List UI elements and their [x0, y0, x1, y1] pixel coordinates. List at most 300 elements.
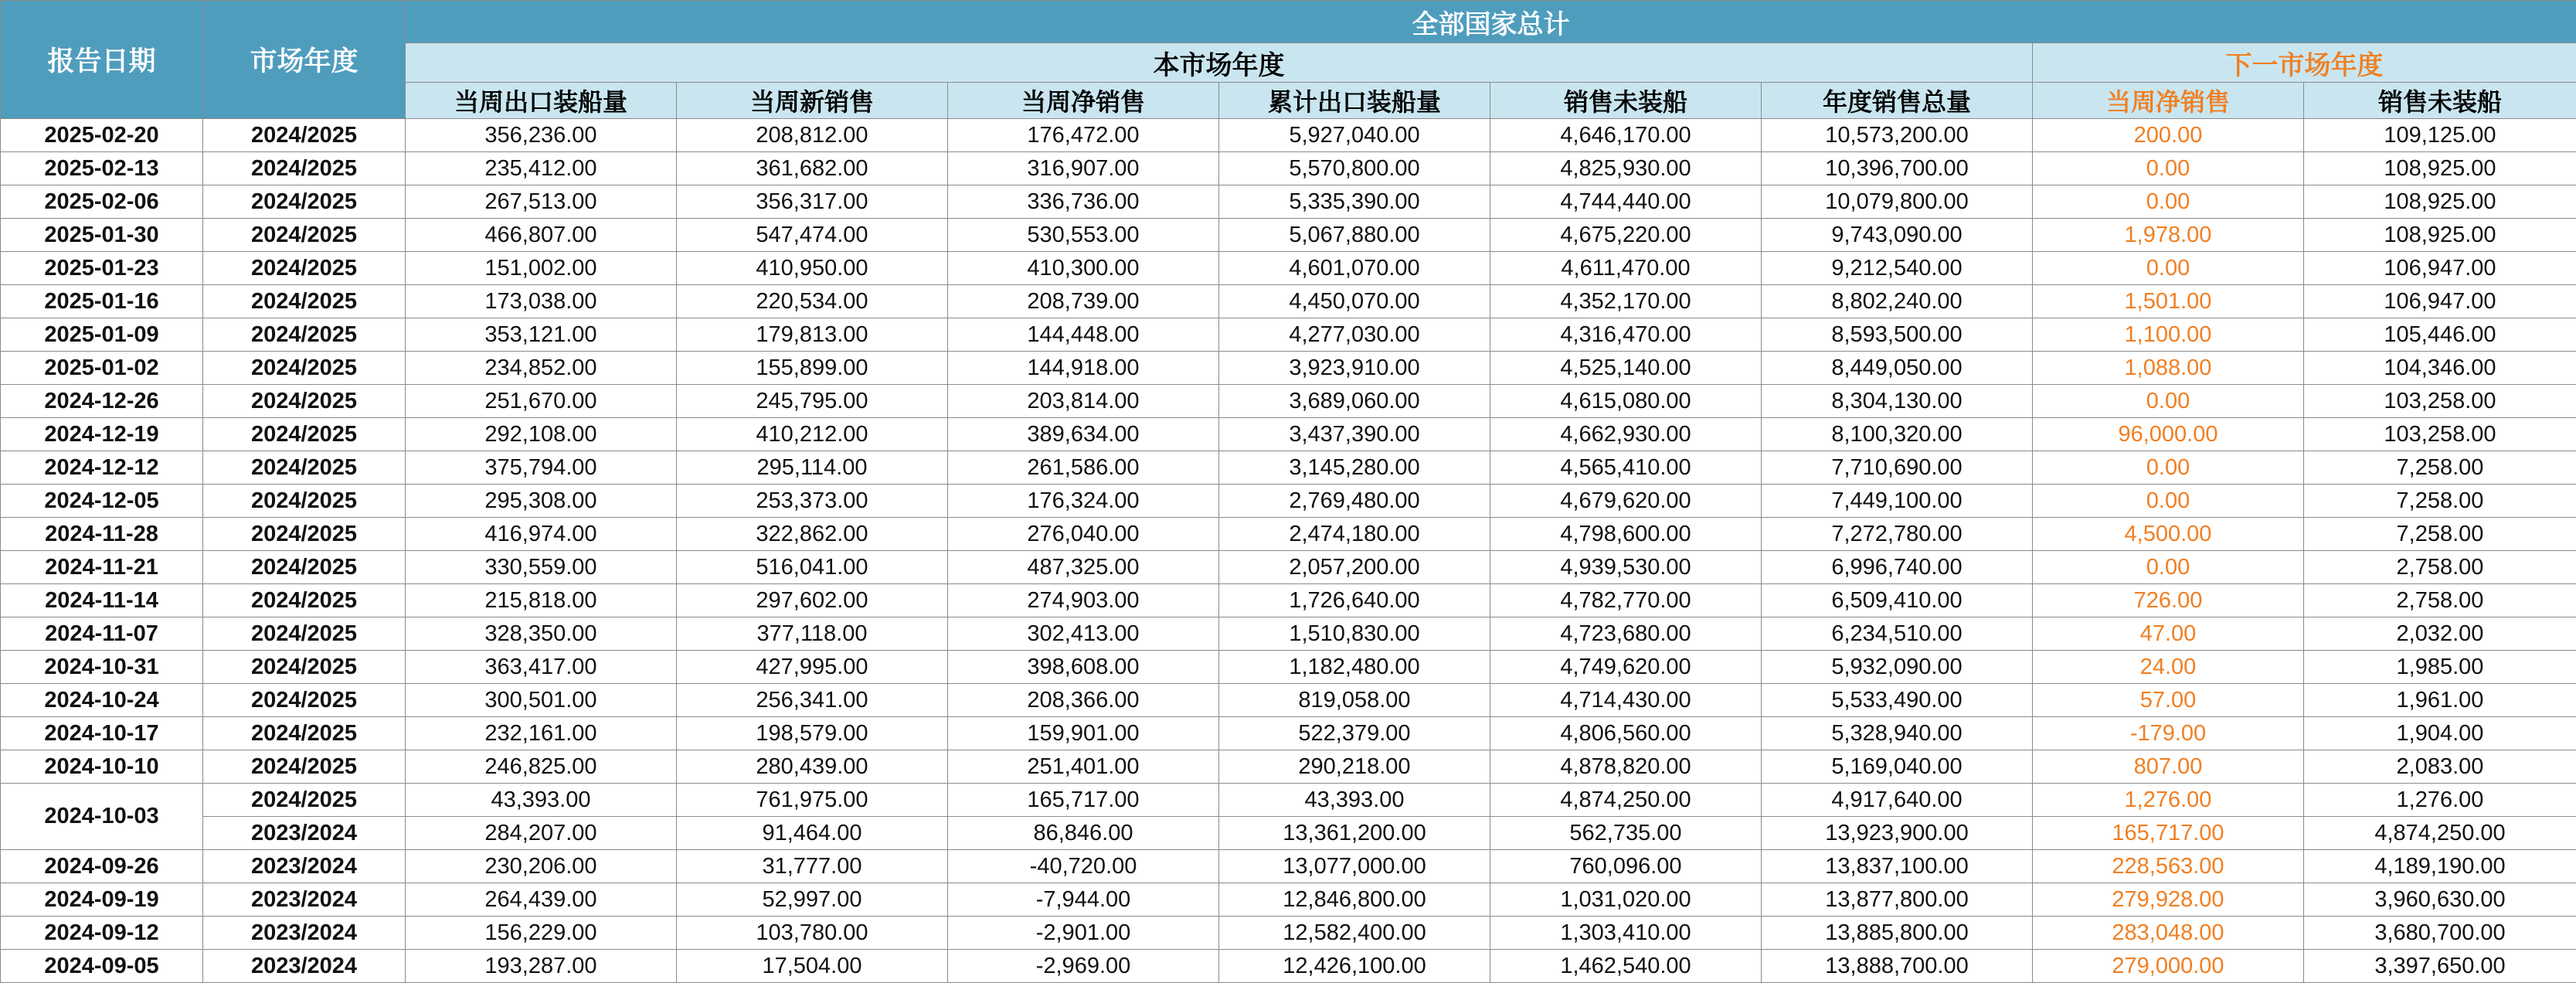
table-row	[1, 551, 2576, 584]
market-year-cell: 2024/2025	[203, 252, 406, 285]
value-cell: 530,553.00	[948, 219, 1219, 252]
value-cell: 200.00	[2033, 119, 2304, 152]
value-cell: 13,361,200.00	[1219, 817, 1490, 850]
value-cell: 5,927,040.00	[1219, 119, 1490, 152]
value-cell: 1,276.00	[2304, 784, 2576, 817]
value-cell: 4,749,620.00	[1490, 651, 1762, 684]
market-year-cell: 2024/2025	[203, 518, 406, 551]
value-cell: 5,570,800.00	[1219, 152, 1490, 185]
value-cell: 4,565,410.00	[1490, 451, 1762, 485]
value-cell: 4,611,470.00	[1490, 252, 1762, 285]
header-all-countries-total: 全部国家总计	[406, 1, 2576, 43]
value-cell: 5,335,390.00	[1219, 185, 1490, 219]
value-cell: 487,325.00	[948, 551, 1219, 584]
value-cell: 8,100,320.00	[1762, 418, 2033, 451]
market-year-cell: 2024/2025	[203, 584, 406, 617]
value-cell: 256,341.00	[677, 684, 948, 717]
value-cell: 13,077,000.00	[1219, 850, 1490, 883]
report-date-cell: 2024-09-12	[1, 917, 203, 950]
value-cell: 4,798,600.00	[1490, 518, 1762, 551]
report-date-cell: 2024-11-14	[1, 584, 203, 617]
table-row	[1, 485, 2576, 518]
value-cell: 12,426,100.00	[1219, 950, 1490, 983]
value-cell: 300,501.00	[406, 684, 677, 717]
value-cell: 6,509,410.00	[1762, 584, 2033, 617]
value-cell: 232,161.00	[406, 717, 677, 750]
value-cell: 176,324.00	[948, 485, 1219, 518]
market-year-cell: 2023/2024	[203, 817, 406, 850]
value-cell: 96,000.00	[2033, 418, 2304, 451]
value-cell: 466,807.00	[406, 219, 677, 252]
market-year-cell: 2024/2025	[203, 551, 406, 584]
value-cell: 0.00	[2033, 385, 2304, 418]
value-cell: 1,501.00	[2033, 285, 2304, 318]
report-date-cell: 2024-12-26	[1, 385, 203, 418]
value-cell: -7,944.00	[948, 883, 1219, 917]
value-cell: 3,145,280.00	[1219, 451, 1490, 485]
value-cell: 328,350.00	[406, 617, 677, 651]
market-year-cell: 2024/2025	[203, 784, 406, 817]
value-cell: 3,923,910.00	[1219, 352, 1490, 385]
value-cell: 176,472.00	[948, 119, 1219, 152]
value-cell: 4,525,140.00	[1490, 352, 1762, 385]
value-cell: 276,040.00	[948, 518, 1219, 551]
market-year-cell: 2024/2025	[203, 352, 406, 385]
report-date-cell: 2025-01-30	[1, 219, 203, 252]
value-cell: 103,258.00	[2304, 385, 2576, 418]
value-cell: 1,031,020.00	[1490, 883, 1762, 917]
value-cell: 193,287.00	[406, 950, 677, 983]
value-cell: 361,682.00	[677, 152, 948, 185]
value-cell: 2,083.00	[2304, 750, 2576, 784]
value-cell: 2,769,480.00	[1219, 485, 1490, 518]
report-date-cell: 2024-12-12	[1, 451, 203, 485]
value-cell: 363,417.00	[406, 651, 677, 684]
value-cell: 5,328,940.00	[1762, 717, 2033, 750]
value-cell: 106,947.00	[2304, 252, 2576, 285]
market-year-cell: 2024/2025	[203, 318, 406, 352]
value-cell: 235,412.00	[406, 152, 677, 185]
value-cell: 3,680,700.00	[2304, 917, 2576, 950]
value-cell: 4,825,930.00	[1490, 152, 1762, 185]
col-total-commitments: 年度销售总量	[1762, 82, 2033, 118]
value-cell: 5,932,090.00	[1762, 651, 2033, 684]
value-cell: 267,513.00	[406, 185, 677, 219]
value-cell: 279,928.00	[2033, 883, 2304, 917]
header-report-date: 报告日期	[1, 1, 203, 119]
report-date-cell: 2025-01-02	[1, 352, 203, 385]
table-row	[1, 418, 2576, 451]
value-cell: 103,258.00	[2304, 418, 2576, 451]
value-cell: 283,048.00	[2033, 917, 2304, 950]
value-cell: 86,846.00	[948, 817, 1219, 850]
value-cell: 410,212.00	[677, 418, 948, 451]
value-cell: 4,601,070.00	[1219, 252, 1490, 285]
report-date-cell: 2024-09-05	[1, 950, 203, 983]
report-date-cell: 2024-12-05	[1, 485, 203, 518]
value-cell: 398,608.00	[948, 651, 1219, 684]
table-row	[1, 318, 2576, 352]
value-cell: 297,602.00	[677, 584, 948, 617]
value-cell: 43,393.00	[406, 784, 677, 817]
market-year-cell: 2023/2024	[203, 850, 406, 883]
value-cell: 2,032.00	[2304, 617, 2576, 651]
value-cell: 6,234,510.00	[1762, 617, 2033, 651]
market-year-cell: 2024/2025	[203, 651, 406, 684]
value-cell: 0.00	[2033, 252, 2304, 285]
value-cell: 215,818.00	[406, 584, 677, 617]
value-cell: 7,710,690.00	[1762, 451, 2033, 485]
value-cell: 1,182,480.00	[1219, 651, 1490, 684]
value-cell: 234,852.00	[406, 352, 677, 385]
value-cell: 516,041.00	[677, 551, 948, 584]
value-cell: 9,743,090.00	[1762, 219, 2033, 252]
value-cell: 155,899.00	[677, 352, 948, 385]
value-cell: 246,825.00	[406, 750, 677, 784]
value-cell: 261,586.00	[948, 451, 1219, 485]
market-year-cell: 2024/2025	[203, 152, 406, 185]
value-cell: 322,862.00	[677, 518, 948, 551]
report-date-cell: 2025-02-20	[1, 119, 203, 152]
value-cell: 10,396,700.00	[1762, 152, 2033, 185]
col-weekly-new-sales: 当周新销售	[677, 82, 948, 118]
table-row	[1, 219, 2576, 252]
value-cell: 274,903.00	[948, 584, 1219, 617]
table-row	[1, 152, 2576, 185]
value-cell: 316,907.00	[948, 152, 1219, 185]
value-cell: 377,118.00	[677, 617, 948, 651]
value-cell: 295,308.00	[406, 485, 677, 518]
value-cell: 104,346.00	[2304, 352, 2576, 385]
report-date-cell: 2024-09-19	[1, 883, 203, 917]
value-cell: 4,675,220.00	[1490, 219, 1762, 252]
value-cell: 208,366.00	[948, 684, 1219, 717]
value-cell: 8,593,500.00	[1762, 318, 2033, 352]
value-cell: 3,689,060.00	[1219, 385, 1490, 418]
value-cell: 108,925.00	[2304, 219, 2576, 252]
value-cell: 4,714,430.00	[1490, 684, 1762, 717]
market-year-cell: 2023/2024	[203, 950, 406, 983]
table-row	[1, 817, 2576, 850]
market-year-cell: 2023/2024	[203, 917, 406, 950]
value-cell: 1,088.00	[2033, 352, 2304, 385]
col-outstanding-sales: 销售未装船	[1490, 82, 1762, 118]
value-cell: 4,316,470.00	[1490, 318, 1762, 352]
value-cell: 1,961.00	[2304, 684, 2576, 717]
value-cell: 4,500.00	[2033, 518, 2304, 551]
value-cell: 3,397,650.00	[2304, 950, 2576, 983]
value-cell: 12,846,800.00	[1219, 883, 1490, 917]
value-cell: 1,904.00	[2304, 717, 2576, 750]
value-cell: 1,276.00	[2033, 784, 2304, 817]
value-cell: 807.00	[2033, 750, 2304, 784]
market-year-cell: 2024/2025	[203, 617, 406, 651]
table-row	[1, 252, 2576, 285]
value-cell: 103,780.00	[677, 917, 948, 950]
value-cell: 427,995.00	[677, 651, 948, 684]
value-cell: 562,735.00	[1490, 817, 1762, 850]
col-next-year-outstanding: 销售未装船	[2304, 82, 2576, 118]
value-cell: 31,777.00	[677, 850, 948, 883]
market-year-cell: 2024/2025	[203, 717, 406, 750]
value-cell: 4,352,170.00	[1490, 285, 1762, 318]
value-cell: 6,996,740.00	[1762, 551, 2033, 584]
value-cell: 0.00	[2033, 152, 2304, 185]
value-cell: 7,449,100.00	[1762, 485, 2033, 518]
value-cell: 8,304,130.00	[1762, 385, 2033, 418]
header-market-year: 市场年度	[203, 1, 406, 119]
value-cell: 1,462,540.00	[1490, 950, 1762, 983]
table-row	[1, 684, 2576, 717]
table-row	[1, 750, 2576, 784]
value-cell: 0.00	[2033, 185, 2304, 219]
report-date-cell: 2024-09-26	[1, 850, 203, 883]
value-cell: 13,877,800.00	[1762, 883, 2033, 917]
market-year-cell: 2024/2025	[203, 750, 406, 784]
value-cell: 4,679,620.00	[1490, 485, 1762, 518]
value-cell: 353,121.00	[406, 318, 677, 352]
report-date-cell: 2025-02-13	[1, 152, 203, 185]
value-cell: -40,720.00	[948, 850, 1219, 883]
value-cell: 12,582,400.00	[1219, 917, 1490, 950]
value-cell: 1,985.00	[2304, 651, 2576, 684]
value-cell: 761,975.00	[677, 784, 948, 817]
value-cell: 2,758.00	[2304, 584, 2576, 617]
value-cell: 4,878,820.00	[1490, 750, 1762, 784]
col-next-year-net-sales: 当周净销售	[2033, 82, 2304, 118]
value-cell: 165,717.00	[2033, 817, 2304, 850]
table-row	[1, 617, 2576, 651]
value-cell: 819,058.00	[1219, 684, 1490, 717]
value-cell: 251,670.00	[406, 385, 677, 418]
value-cell: 4,662,930.00	[1490, 418, 1762, 451]
value-cell: 7,258.00	[2304, 451, 2576, 485]
report-date-cell: 2024-10-03	[1, 784, 203, 850]
report-date-cell: 2025-01-23	[1, 252, 203, 285]
market-year-cell: 2024/2025	[203, 285, 406, 318]
value-cell: 4,450,070.00	[1219, 285, 1490, 318]
market-year-cell: 2024/2025	[203, 385, 406, 418]
value-cell: 410,950.00	[677, 252, 948, 285]
market-year-cell: 2024/2025	[203, 219, 406, 252]
value-cell: 165,717.00	[948, 784, 1219, 817]
report-date-cell: 2024-10-24	[1, 684, 203, 717]
value-cell: 4,939,530.00	[1490, 551, 1762, 584]
market-year-cell: 2024/2025	[203, 451, 406, 485]
report-date-cell: 2024-10-10	[1, 750, 203, 784]
value-cell: 0.00	[2033, 451, 2304, 485]
value-cell: 4,189,190.00	[2304, 850, 2576, 883]
value-cell: 8,802,240.00	[1762, 285, 2033, 318]
report-date-cell: 2024-11-28	[1, 518, 203, 551]
value-cell: 173,038.00	[406, 285, 677, 318]
col-weekly-net-sales: 当周净销售	[948, 82, 1219, 118]
value-cell: 24.00	[2033, 651, 2304, 684]
value-cell: 264,439.00	[406, 883, 677, 917]
value-cell: 1,100.00	[2033, 318, 2304, 352]
value-cell: 106,947.00	[2304, 285, 2576, 318]
table-row	[1, 185, 2576, 219]
value-cell: 47.00	[2033, 617, 2304, 651]
report-date-cell: 2024-12-19	[1, 418, 203, 451]
value-cell: 0.00	[2033, 485, 2304, 518]
value-cell: 302,413.00	[948, 617, 1219, 651]
value-cell: 356,236.00	[406, 119, 677, 152]
value-cell: 144,918.00	[948, 352, 1219, 385]
value-cell: 13,837,100.00	[1762, 850, 2033, 883]
table-row	[1, 950, 2576, 983]
table-row	[1, 518, 2576, 551]
value-cell: 522,379.00	[1219, 717, 1490, 750]
value-cell: 4,646,170.00	[1490, 119, 1762, 152]
market-year-cell: 2024/2025	[203, 485, 406, 518]
table-row	[1, 119, 2576, 152]
table-row	[1, 917, 2576, 950]
value-cell: 109,125.00	[2304, 119, 2576, 152]
report-date-cell: 2024-10-17	[1, 717, 203, 750]
value-cell: 330,559.00	[406, 551, 677, 584]
value-cell: -179.00	[2033, 717, 2304, 750]
value-cell: 1,303,410.00	[1490, 917, 1762, 950]
value-cell: 356,317.00	[677, 185, 948, 219]
value-cell: 245,795.00	[677, 385, 948, 418]
value-cell: 4,874,250.00	[1490, 784, 1762, 817]
value-cell: 9,212,540.00	[1762, 252, 2033, 285]
value-cell: 295,114.00	[677, 451, 948, 485]
header-current-market-year: 本市场年度	[406, 43, 2033, 82]
value-cell: 5,169,040.00	[1762, 750, 2033, 784]
table-row	[1, 651, 2576, 684]
value-cell: 1,978.00	[2033, 219, 2304, 252]
value-cell: 547,474.00	[677, 219, 948, 252]
value-cell: 7,258.00	[2304, 518, 2576, 551]
value-cell: 4,723,680.00	[1490, 617, 1762, 651]
value-cell: 13,923,900.00	[1762, 817, 2033, 850]
value-cell: 7,258.00	[2304, 485, 2576, 518]
value-cell: 13,888,700.00	[1762, 950, 2033, 983]
value-cell: 4,874,250.00	[2304, 817, 2576, 850]
value-cell: 2,474,180.00	[1219, 518, 1490, 551]
table-row	[1, 850, 2576, 883]
value-cell: 151,002.00	[406, 252, 677, 285]
value-cell: 7,272,780.00	[1762, 518, 2033, 551]
value-cell: 57.00	[2033, 684, 2304, 717]
value-cell: 280,439.00	[677, 750, 948, 784]
value-cell: 375,794.00	[406, 451, 677, 485]
value-cell: 2,758.00	[2304, 551, 2576, 584]
table-row	[1, 784, 2576, 817]
value-cell: 4,806,560.00	[1490, 717, 1762, 750]
market-year-cell: 2024/2025	[203, 185, 406, 219]
value-cell: 230,206.00	[406, 850, 677, 883]
value-cell: 208,739.00	[948, 285, 1219, 318]
value-cell: 10,573,200.00	[1762, 119, 2033, 152]
value-cell: 389,634.00	[948, 418, 1219, 451]
value-cell: 13,885,800.00	[1762, 917, 2033, 950]
value-cell: 198,579.00	[677, 717, 948, 750]
value-cell: 8,449,050.00	[1762, 352, 2033, 385]
table-row	[1, 352, 2576, 385]
value-cell: 290,218.00	[1219, 750, 1490, 784]
value-cell: 105,446.00	[2304, 318, 2576, 352]
value-cell: 91,464.00	[677, 817, 948, 850]
value-cell: 220,534.00	[677, 285, 948, 318]
value-cell: 410,300.00	[948, 252, 1219, 285]
value-cell: 1,726,640.00	[1219, 584, 1490, 617]
table-row	[1, 717, 2576, 750]
value-cell: 4,782,770.00	[1490, 584, 1762, 617]
value-cell: 10,079,800.00	[1762, 185, 2033, 219]
value-cell: 726.00	[2033, 584, 2304, 617]
value-cell: 336,736.00	[948, 185, 1219, 219]
value-cell: 253,373.00	[677, 485, 948, 518]
value-cell: 4,615,080.00	[1490, 385, 1762, 418]
report-date-cell: 2024-11-07	[1, 617, 203, 651]
header-next-market-year: 下一市场年度	[2033, 43, 2576, 82]
value-cell: 284,207.00	[406, 817, 677, 850]
value-cell: 144,448.00	[948, 318, 1219, 352]
table-row	[1, 451, 2576, 485]
value-cell: 43,393.00	[1219, 784, 1490, 817]
value-cell: 4,917,640.00	[1762, 784, 2033, 817]
value-cell: 292,108.00	[406, 418, 677, 451]
value-cell: 5,533,490.00	[1762, 684, 2033, 717]
report-date-cell: 2025-02-06	[1, 185, 203, 219]
value-cell: 2,057,200.00	[1219, 551, 1490, 584]
report-date-cell: 2024-10-31	[1, 651, 203, 684]
market-year-cell: 2023/2024	[203, 883, 406, 917]
market-year-cell: 2024/2025	[203, 119, 406, 152]
value-cell: 5,067,880.00	[1219, 219, 1490, 252]
value-cell: 108,925.00	[2304, 185, 2576, 219]
col-weekly-exports: 当周出口装船量	[406, 82, 677, 118]
table-row	[1, 285, 2576, 318]
report-date-cell: 2025-01-16	[1, 285, 203, 318]
value-cell: 416,974.00	[406, 518, 677, 551]
table-row	[1, 584, 2576, 617]
value-cell: 203,814.00	[948, 385, 1219, 418]
value-cell: 1,510,830.00	[1219, 617, 1490, 651]
value-cell: 4,744,440.00	[1490, 185, 1762, 219]
table-row	[1, 385, 2576, 418]
report-date-cell: 2025-01-09	[1, 318, 203, 352]
value-cell: 17,504.00	[677, 950, 948, 983]
value-cell: 159,901.00	[948, 717, 1219, 750]
value-cell: 208,812.00	[677, 119, 948, 152]
value-cell: 760,096.00	[1490, 850, 1762, 883]
value-cell: 0.00	[2033, 551, 2304, 584]
table-header	[1, 1, 2576, 119]
value-cell: 52,997.00	[677, 883, 948, 917]
market-year-cell: 2024/2025	[203, 418, 406, 451]
value-cell: 279,000.00	[2033, 950, 2304, 983]
value-cell: 156,229.00	[406, 917, 677, 950]
value-cell: -2,969.00	[948, 950, 1219, 983]
value-cell: -2,901.00	[948, 917, 1219, 950]
value-cell: 3,960,630.00	[2304, 883, 2576, 917]
value-cell: 179,813.00	[677, 318, 948, 352]
table-row	[1, 883, 2576, 917]
report-date-cell: 2024-11-21	[1, 551, 203, 584]
value-cell: 251,401.00	[948, 750, 1219, 784]
value-cell: 4,277,030.00	[1219, 318, 1490, 352]
value-cell: 3,437,390.00	[1219, 418, 1490, 451]
market-year-cell: 2024/2025	[203, 684, 406, 717]
table-body	[1, 119, 2576, 983]
col-accumulated-exports: 累计出口装船量	[1219, 82, 1490, 118]
value-cell: 228,563.00	[2033, 850, 2304, 883]
value-cell: 108,925.00	[2304, 152, 2576, 185]
